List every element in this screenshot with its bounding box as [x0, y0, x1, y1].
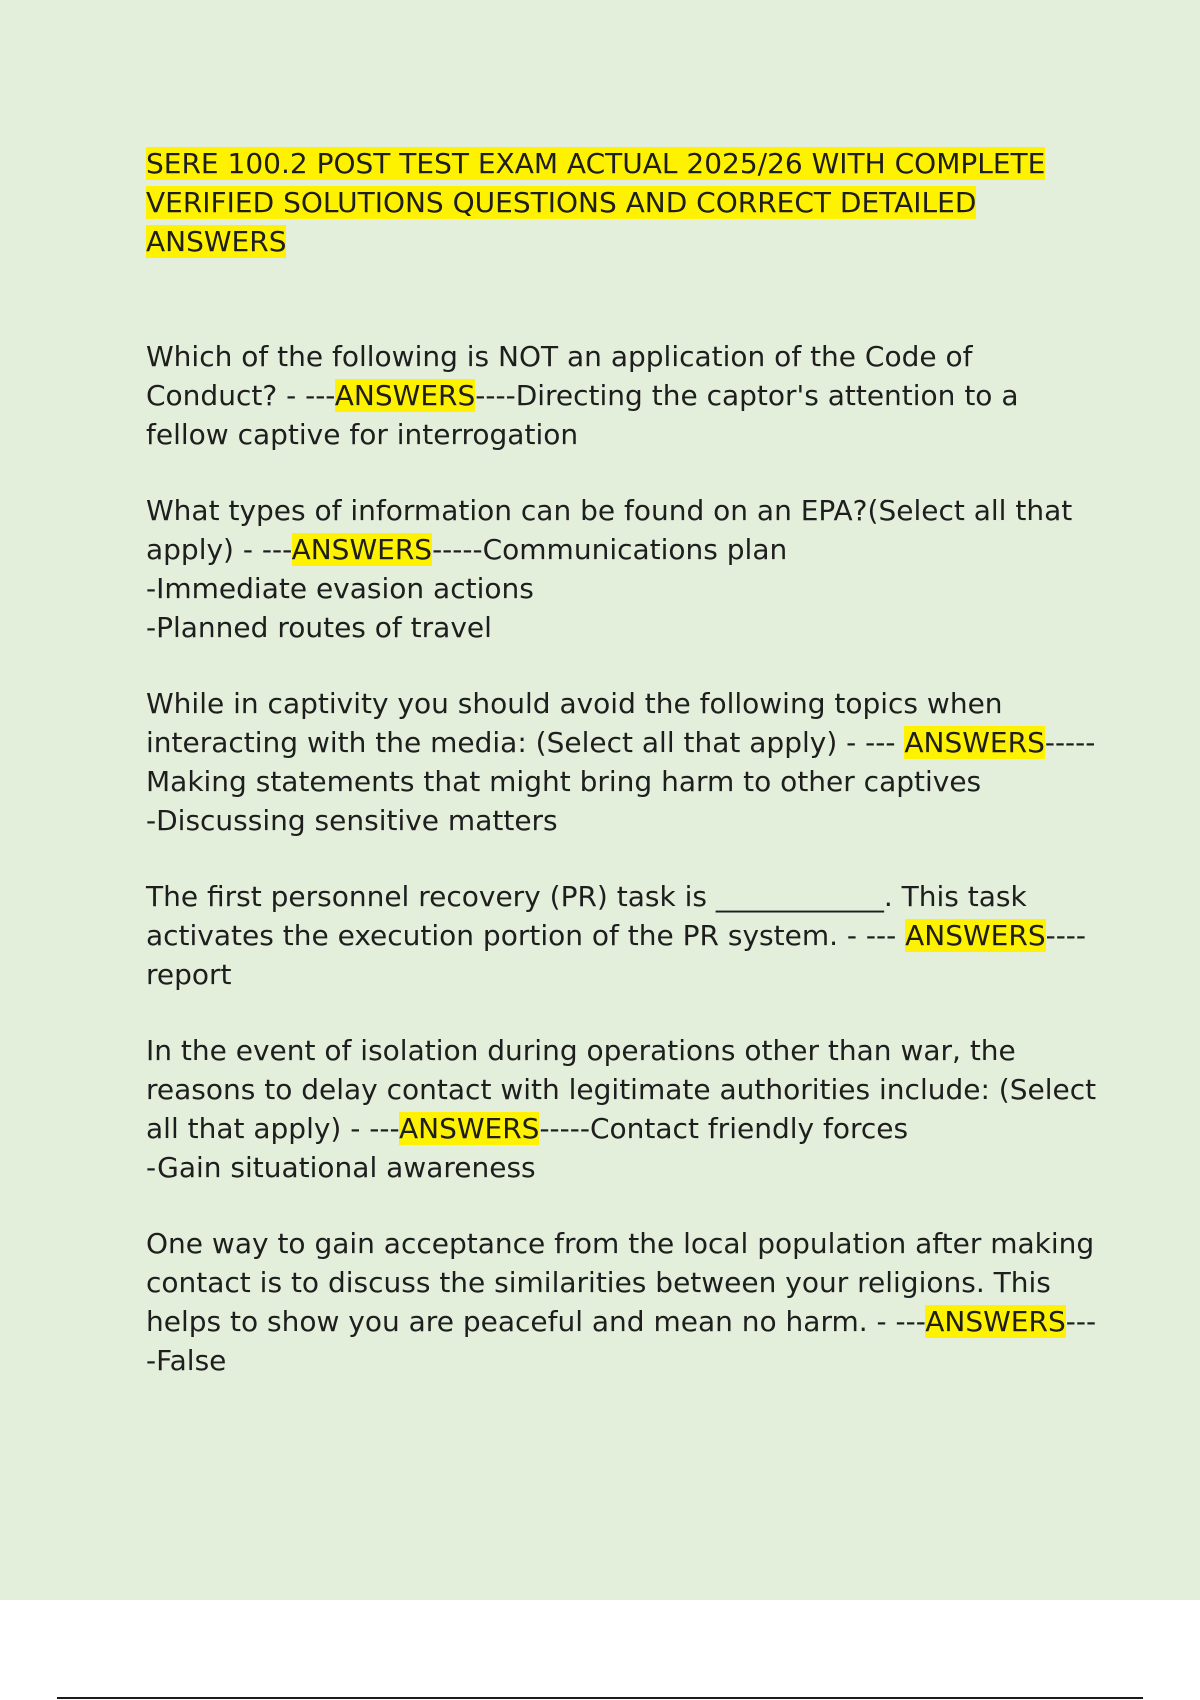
answer-text: Contact friendly forces	[589, 1112, 909, 1145]
question-text: In the event of isolation during operations other than war, the reasons to delay contact with legitimate authorities include: (Select all that apply) - ---	[146, 1034, 1097, 1145]
footer-divider	[57, 1697, 1143, 1699]
answer-text: report	[146, 958, 232, 991]
question-text: What types of information can be found on an EPA?(Select all that apply) - ---	[146, 494, 1073, 566]
answer-line: -Planned routes of travel	[146, 611, 492, 644]
answer-text: Directing the captor's attention to a fellow captive for interrogation	[146, 379, 1019, 451]
answer-separator: -----	[1044, 726, 1096, 759]
answers-marker: ANSWERS	[904, 726, 1045, 759]
title-highlight: SERE 100.2 POST TEST EXAM ACTUAL 2025/26 WITH COMPLETE VERIFIED SOLUTIONS QUESTIONS AND CORRECT DETAILED ANSWERS	[146, 147, 1046, 258]
qa-item-5	[146, 1031, 1106, 1187]
question-text: Which of the following is NOT an application of the Code of Conduct? - ---	[146, 340, 973, 412]
qa-item-1	[146, 337, 1106, 454]
answer-text: False	[156, 1344, 227, 1377]
answer-line: -Discussing sensitive matters	[146, 804, 558, 837]
answer-line: -Gain situational awareness	[146, 1151, 536, 1184]
answer-separator: ----	[1045, 919, 1087, 952]
question-text: The first personnel recovery (PR) task is ____________. This task activates the execution portion of the PR system. - ---	[146, 880, 1027, 952]
answer-line: -Immediate evasion actions	[146, 572, 534, 605]
question-text: While in captivity you should avoid the following topics when interacting with the media: (Select all that apply) - ---	[146, 687, 1003, 759]
answers-marker: ANSWERS	[291, 533, 433, 566]
answer-separator: -----	[432, 533, 483, 566]
answer-separator: ----	[146, 1305, 1097, 1377]
answers-marker: ANSWERS	[398, 1112, 540, 1145]
answer-separator: ----	[475, 379, 516, 412]
document-title	[146, 144, 1106, 261]
answers-marker: ANSWERS	[334, 379, 476, 412]
answers-marker: ANSWERS	[905, 919, 1046, 952]
qa-item-3	[146, 684, 1106, 840]
qa-item-6	[146, 1224, 1106, 1380]
answer-text: Communications plan	[482, 533, 788, 566]
qa-item-4	[146, 877, 1106, 994]
document-body	[146, 144, 1106, 1417]
answer-separator: -----	[539, 1112, 590, 1145]
question-text: One way to gain acceptance from the local population after making contact is to discuss the similarities between your religions. This helps to show you are peaceful and mean no harm. - ---	[146, 1227, 1095, 1338]
answers-marker: ANSWERS	[925, 1305, 1066, 1338]
answer-text: Making statements that might bring harm to other captives	[146, 765, 982, 798]
qa-item-2	[146, 491, 1106, 647]
